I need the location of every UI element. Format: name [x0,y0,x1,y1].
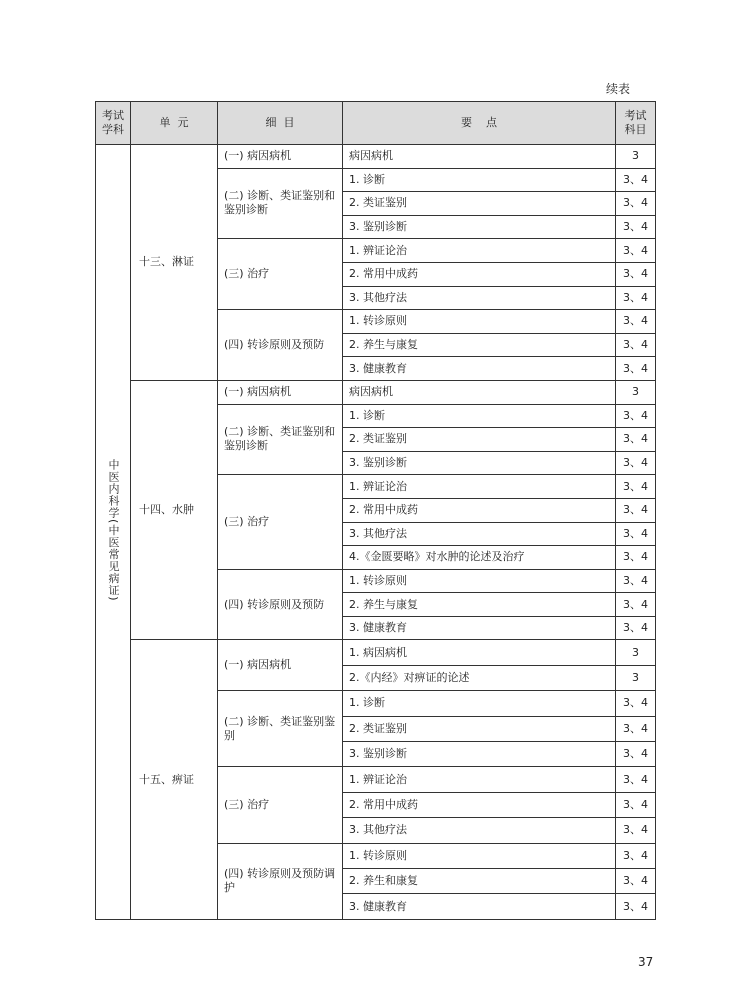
detail-cell: (二) 诊断、类证鉴别鉴别 [218,691,343,767]
point-cell: 1. 病因病机 [343,640,616,665]
detail-cell: (四) 转诊原则及预防 [218,310,343,381]
detail-cell: (三) 治疗 [218,239,343,310]
point-cell: 3. 鉴别诊断 [343,742,616,767]
table-header [96,102,656,145]
point-cell: 3. 其他疗法 [343,286,616,310]
table-row [96,640,656,665]
point-cell: 2. 常用中成药 [343,262,616,286]
subject-cell [96,145,131,920]
code-cell: 3、4 [616,192,656,216]
detail-cell: (三) 治疗 [218,475,343,569]
point-cell: 3. 健康教育 [343,894,616,919]
code-cell: 3、4 [616,691,656,716]
point-cell: 1. 诊断 [343,404,616,428]
code-cell: 3、4 [616,239,656,263]
code-cell: 3、4 [616,767,656,792]
point-cell: 3. 鉴别诊断 [343,215,616,239]
code-cell: 3 [616,665,656,690]
point-cell: 3. 鉴别诊断 [343,451,616,475]
detail-cell: (四) 转诊原则及预防调护 [218,843,343,919]
point-cell: 2. 类证鉴别 [343,428,616,452]
code-cell: 3、4 [616,451,656,475]
point-cell: 2. 常用中成药 [343,498,616,522]
table-row [96,145,656,169]
point-cell: 3. 健康教育 [343,357,616,381]
header-code: 考试 科目 [616,102,656,145]
table-row [96,380,656,404]
code-cell: 3、4 [616,286,656,310]
point-cell: 病因病机 [343,380,616,404]
table-body [96,145,656,920]
point-cell: 病因病机 [343,145,616,169]
code-cell: 3、4 [616,168,656,192]
point-cell: 2. 养生与康复 [343,593,616,617]
point-cell: 3. 健康教育 [343,616,616,640]
point-cell: 2. 养生与康复 [343,333,616,357]
code-cell: 3、4 [616,792,656,817]
code-cell: 3 [616,380,656,404]
code-cell: 3、4 [616,569,656,593]
point-cell: 2. 类证鉴别 [343,716,616,741]
code-cell: 3、4 [616,522,656,546]
code-cell: 3 [616,640,656,665]
code-cell: 3 [616,145,656,169]
detail-cell: (一) 病因病机 [218,380,343,404]
point-cell: 2. 类证鉴别 [343,192,616,216]
point-cell: 1. 辨证论治 [343,239,616,263]
point-cell: 3. 其他疗法 [343,818,616,843]
detail-cell: (四) 转诊原则及预防 [218,569,343,640]
point-cell: 2.《内经》对痹证的论述 [343,665,616,690]
page-number: 37 [638,955,654,969]
header-detail: 细 目 [218,102,343,145]
point-cell: 1. 诊断 [343,691,616,716]
point-cell: 3. 其他疗法 [343,522,616,546]
code-cell: 3、4 [616,818,656,843]
detail-cell: (一) 病因病机 [218,145,343,169]
unit-cell: 十四、水肿 [131,380,218,640]
code-cell: 3、4 [616,215,656,239]
code-cell: 3、4 [616,404,656,428]
code-cell: 3、4 [616,498,656,522]
point-cell: 1. 辨证论治 [343,475,616,499]
code-cell: 3、4 [616,894,656,919]
point-cell: 1. 转诊原则 [343,843,616,868]
continued-label: 续表 [606,82,631,96]
code-cell: 3、4 [616,616,656,640]
detail-cell: (三) 治疗 [218,767,343,843]
code-cell: 3、4 [616,742,656,767]
code-cell: 3、4 [616,310,656,334]
point-cell: 2. 养生和康复 [343,868,616,893]
unit-cell: 十三、淋证 [131,145,218,381]
unit-cell: 十五、痹证 [131,640,218,919]
point-cell: 1. 转诊原则 [343,310,616,334]
code-cell: 3、4 [616,428,656,452]
detail-cell: (二) 诊断、类证鉴别和鉴别诊断 [218,168,343,239]
code-cell: 3、4 [616,868,656,893]
code-cell: 3、4 [616,262,656,286]
header-subject: 考试 学科 [96,102,131,145]
code-cell: 3、4 [616,716,656,741]
point-cell: 1. 辨证论治 [343,767,616,792]
code-cell: 3、4 [616,546,656,570]
code-cell: 3、4 [616,843,656,868]
detail-cell: (二) 诊断、类证鉴别和鉴别诊断 [218,404,343,475]
code-cell: 3、4 [616,357,656,381]
detail-cell: (一) 病因病机 [218,640,343,691]
point-cell: 1. 诊断 [343,168,616,192]
code-cell: 3、4 [616,593,656,617]
code-cell: 3、4 [616,475,656,499]
code-cell: 3、4 [616,333,656,357]
point-cell: 4.《金匮要略》对水肿的论述及治疗 [343,546,616,570]
point-cell: 2. 常用中成药 [343,792,616,817]
point-cell: 1. 转诊原则 [343,569,616,593]
subject-label: 中医内科学(中医常见病证) [107,458,120,602]
header-points: 要 点 [343,102,616,145]
exam-outline-table [95,101,656,920]
header-unit: 单 元 [131,102,218,145]
